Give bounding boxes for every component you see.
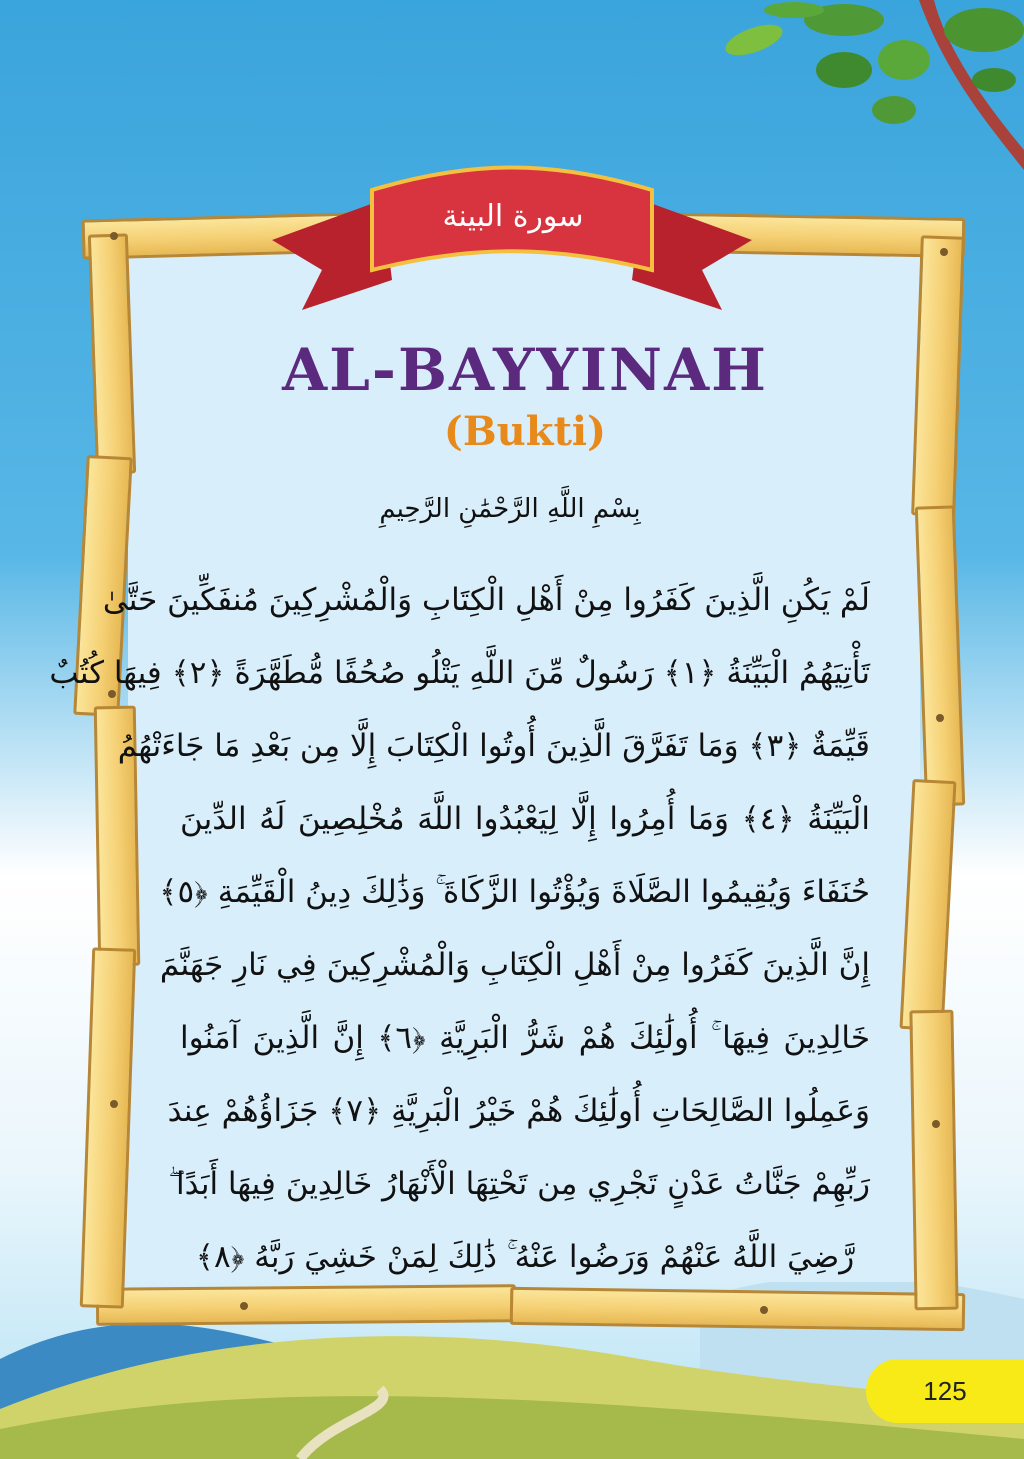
verse-line: قَيِّمَةٌ ﴿٣﴾ وَمَا تَفَرَّقَ الَّذِينَ أُوتُوا الْكِتَابَ إِلَّا مِن بَعْدِ مَا جَاءَتْهُمُ (117, 728, 870, 764)
page-subtitle: (Bukti) (443, 408, 607, 455)
verse-text (49, 564, 870, 1294)
verse-line: وَعَمِلُوا الصَّالِحَاتِ أُولَٰئِكَ هُمْ خَيْرُ الْبَرِيَّةِ ﴿٧﴾ جَزَاؤُهُمْ عِندَ (167, 1093, 870, 1129)
basmala: بِسْمِ اللَّهِ الرَّحْمَٰنِ الرَّحِيمِ (379, 494, 641, 524)
tree-branch-illustration (694, 0, 1024, 170)
verse-line: رَّضِيَ اللَّهُ عَنْهُمْ وَرَضُوا عَنْهُ ۚ ذَٰلِكَ لِمَنْ خَشِيَ رَبَّهُ ﴿٨﴾ (195, 1239, 855, 1275)
verse-line: الْبَيِّنَةُ ﴿٤﴾ وَمَا أُمِرُوا إِلَّا لِيَعْبُدُوا اللَّهَ مُخْلِصِينَ لَهُ الدِّينَ (180, 801, 870, 837)
surah-arabic-name: سورة البينة (442, 198, 584, 234)
verse-line: خَالِدِينَ فِيهَا ۚ أُولَٰئِكَ هُمْ شَرُّ الْبَرِيَّةِ ﴿٦﴾ إِنَّ الَّذِينَ آمَنُوا (180, 1020, 870, 1056)
verse-line: رَبِّهِمْ جَنَّاتُ عَدْنٍ تَجْرِي مِن تَحْتِهَا الْأَنْهَارُ خَالِدِينَ فِيهَا أَبَدًا ۖ (168, 1166, 870, 1202)
page-number: 125 (866, 1359, 1024, 1423)
verse-line: حُنَفَاءَ وَيُقِيمُوا الصَّلَاةَ وَيُؤْتُوا الزَّكَاةَ ۚ وَذَٰلِكَ دِينُ الْقَيِّمَةِ ﴿٥﴾ (159, 874, 870, 910)
verse-line: لَمْ يَكُنِ الَّذِينَ كَفَرُوا مِنْ أَهْلِ الْكِتَابِ وَالْمُشْرِكِينَ مُنفَكِّينَ حَتَّىٰ (102, 582, 870, 618)
verse-line: تَأْتِيَهُمُ الْبَيِّنَةُ ﴿١﴾ رَسُولٌ مِّنَ اللَّهِ يَتْلُو صُحُفًا مُّطَهَّرَةً ﴿٢﴾ فِيهَا كُتُبٌ (49, 655, 870, 691)
page-title: AL-BAYYINAH (282, 336, 768, 404)
verse-line: إِنَّ الَّذِينَ كَفَرُوا مِنْ أَهْلِ الْكِتَابِ وَالْمُشْرِكِينَ فِي نَارِ جَهَنَّمَ (159, 947, 870, 983)
